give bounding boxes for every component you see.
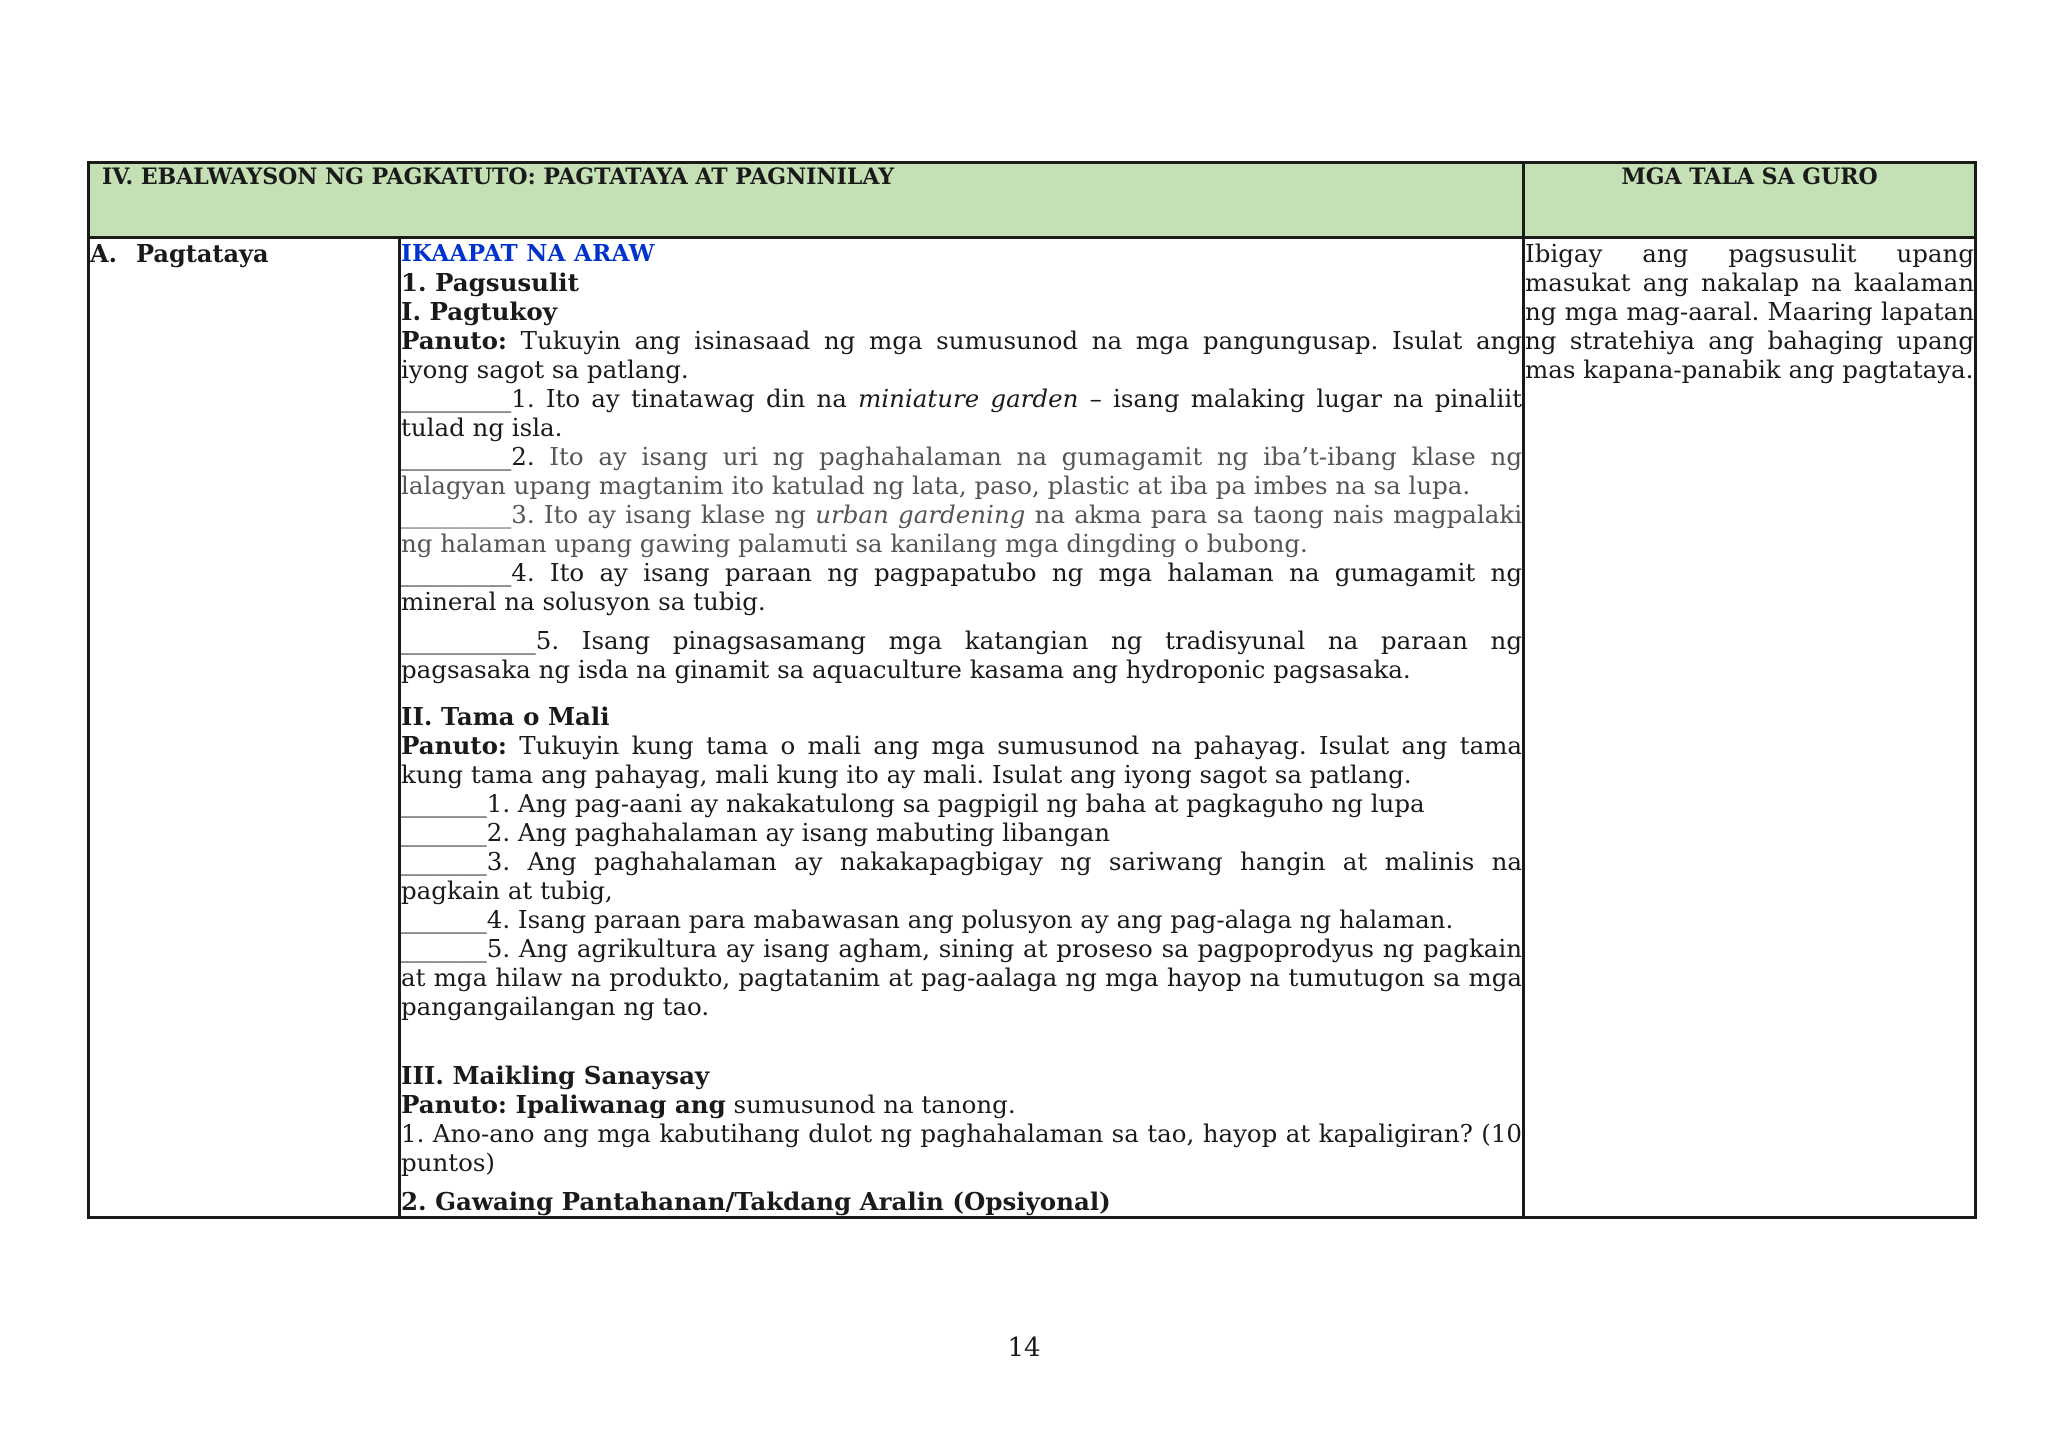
table-header-row: [89, 163, 1976, 238]
row-label-text: Pagtataya: [136, 239, 269, 268]
question-item: _______5. Ang agrikultura ay isang agham, sining at proseso sa pagpoprodyus ng pagkain at mga hilaw na produkto, pagtatanim at pag-aalaga ng mga hayop na tumutugon sa mga pangangailangan ng tao.: [401, 934, 1523, 1021]
activity-heading: 1. Pagsusulit: [401, 268, 579, 297]
question-item: _______3. Ang paghahalaman ay nakakapagbigay ng sariwang hangin at malinis na pagkain at tubig,: [401, 847, 1523, 905]
teacher-notes: Ibigay ang pagsusulit upang masukat ang nakalap na kaalaman ng mga mag-aaral. Maaring lapatan ng stratehiya ang bahaging upang mas kapana-panabik ang pagtataya.: [1524, 238, 1976, 1218]
question-item: _______2. Ang paghahalaman ay isang mabuting libangan: [401, 818, 1110, 847]
question-item: _________3. Ito ay isang klase ng urban gardening na akma para sa taong nais magpalaki ng halaman upang gawing palamuti sa kanilang mga dingding o bubong.: [401, 500, 1523, 558]
question-item: ___________5. Isang pinagsasamang mga katangian ng tradisyunal na paraan ng pagsasaka ng isda na ginamit sa aquaculture kasama ang hydroponic pagsasaka.: [401, 626, 1523, 684]
row-label: [89, 238, 400, 1218]
part-title: II. Tama o Mali: [401, 702, 610, 731]
assessment-content: [400, 238, 1524, 1218]
page-number: 14: [1007, 1333, 1041, 1363]
instruction: Panuto: Ipaliwanag ang sumusunod na tanong.: [401, 1090, 1016, 1119]
section-heading: IV. EBALWAYSON NG PAGKATUTO: PAGTATAYA AT PAGNINILAY: [89, 163, 1524, 238]
question-item: _______1. Ang pag-aani ay nakakatulong sa pagpigil ng baha at pagkaguho ng lupa: [401, 789, 1425, 818]
teacher-notes-heading: MGA TALA SA GURO: [1524, 163, 1976, 238]
part-title: III. Maikling Sanaysay: [401, 1061, 710, 1090]
lesson-table: [87, 161, 1977, 1219]
question-item: _________2. Ito ay isang uri ng paghahalaman na gumagamit ng iba’t-ibang klase ng lalagyan upang magtanim ito katulad ng lata, paso, plastic at iba pa imbes na sa lupa.: [401, 442, 1523, 500]
question-item: _________1. Ito ay tinatawag din na miniature garden – isang malaking lugar na pinaliit tulad ng isla.: [401, 384, 1523, 442]
part-title: I. Pagtukoy: [401, 297, 557, 326]
homework-heading: 2. Gawaing Pantahanan/Takdang Aralin (Opsiyonal): [401, 1187, 1111, 1216]
row-label-letter: A.: [90, 239, 117, 268]
instruction: Panuto: Tukuyin kung tama o mali ang mga sumusunod na pahayag. Isulat ang tama kung tama ang pahayag, mali kung ito ay mali. Isulat ang iyong sagot sa patlang.: [401, 731, 1523, 789]
day-heading: IKAAPAT NA ARAW: [401, 240, 655, 267]
question-item: _________4. Ito ay isang paraan ng pagpapatubo ng mga halaman na gumagamit ng mineral na solusyon sa tubig.: [401, 558, 1523, 616]
question-item: 1. Ano-ano ang mga kabutihang dulot ng paghahalaman sa tao, hayop at kapaligiran? (10 puntos): [401, 1119, 1523, 1177]
question-item: _______4. Isang paraan para mabawasan ang polusyon ay ang pag-alaga ng halaman.: [401, 905, 1454, 934]
instruction: Panuto: Tukuyin ang isinasaad ng mga sumusunod na mga pangungusap. Isulat ang iyong sagot sa patlang.: [401, 326, 1523, 384]
table-row: [89, 238, 1976, 1218]
